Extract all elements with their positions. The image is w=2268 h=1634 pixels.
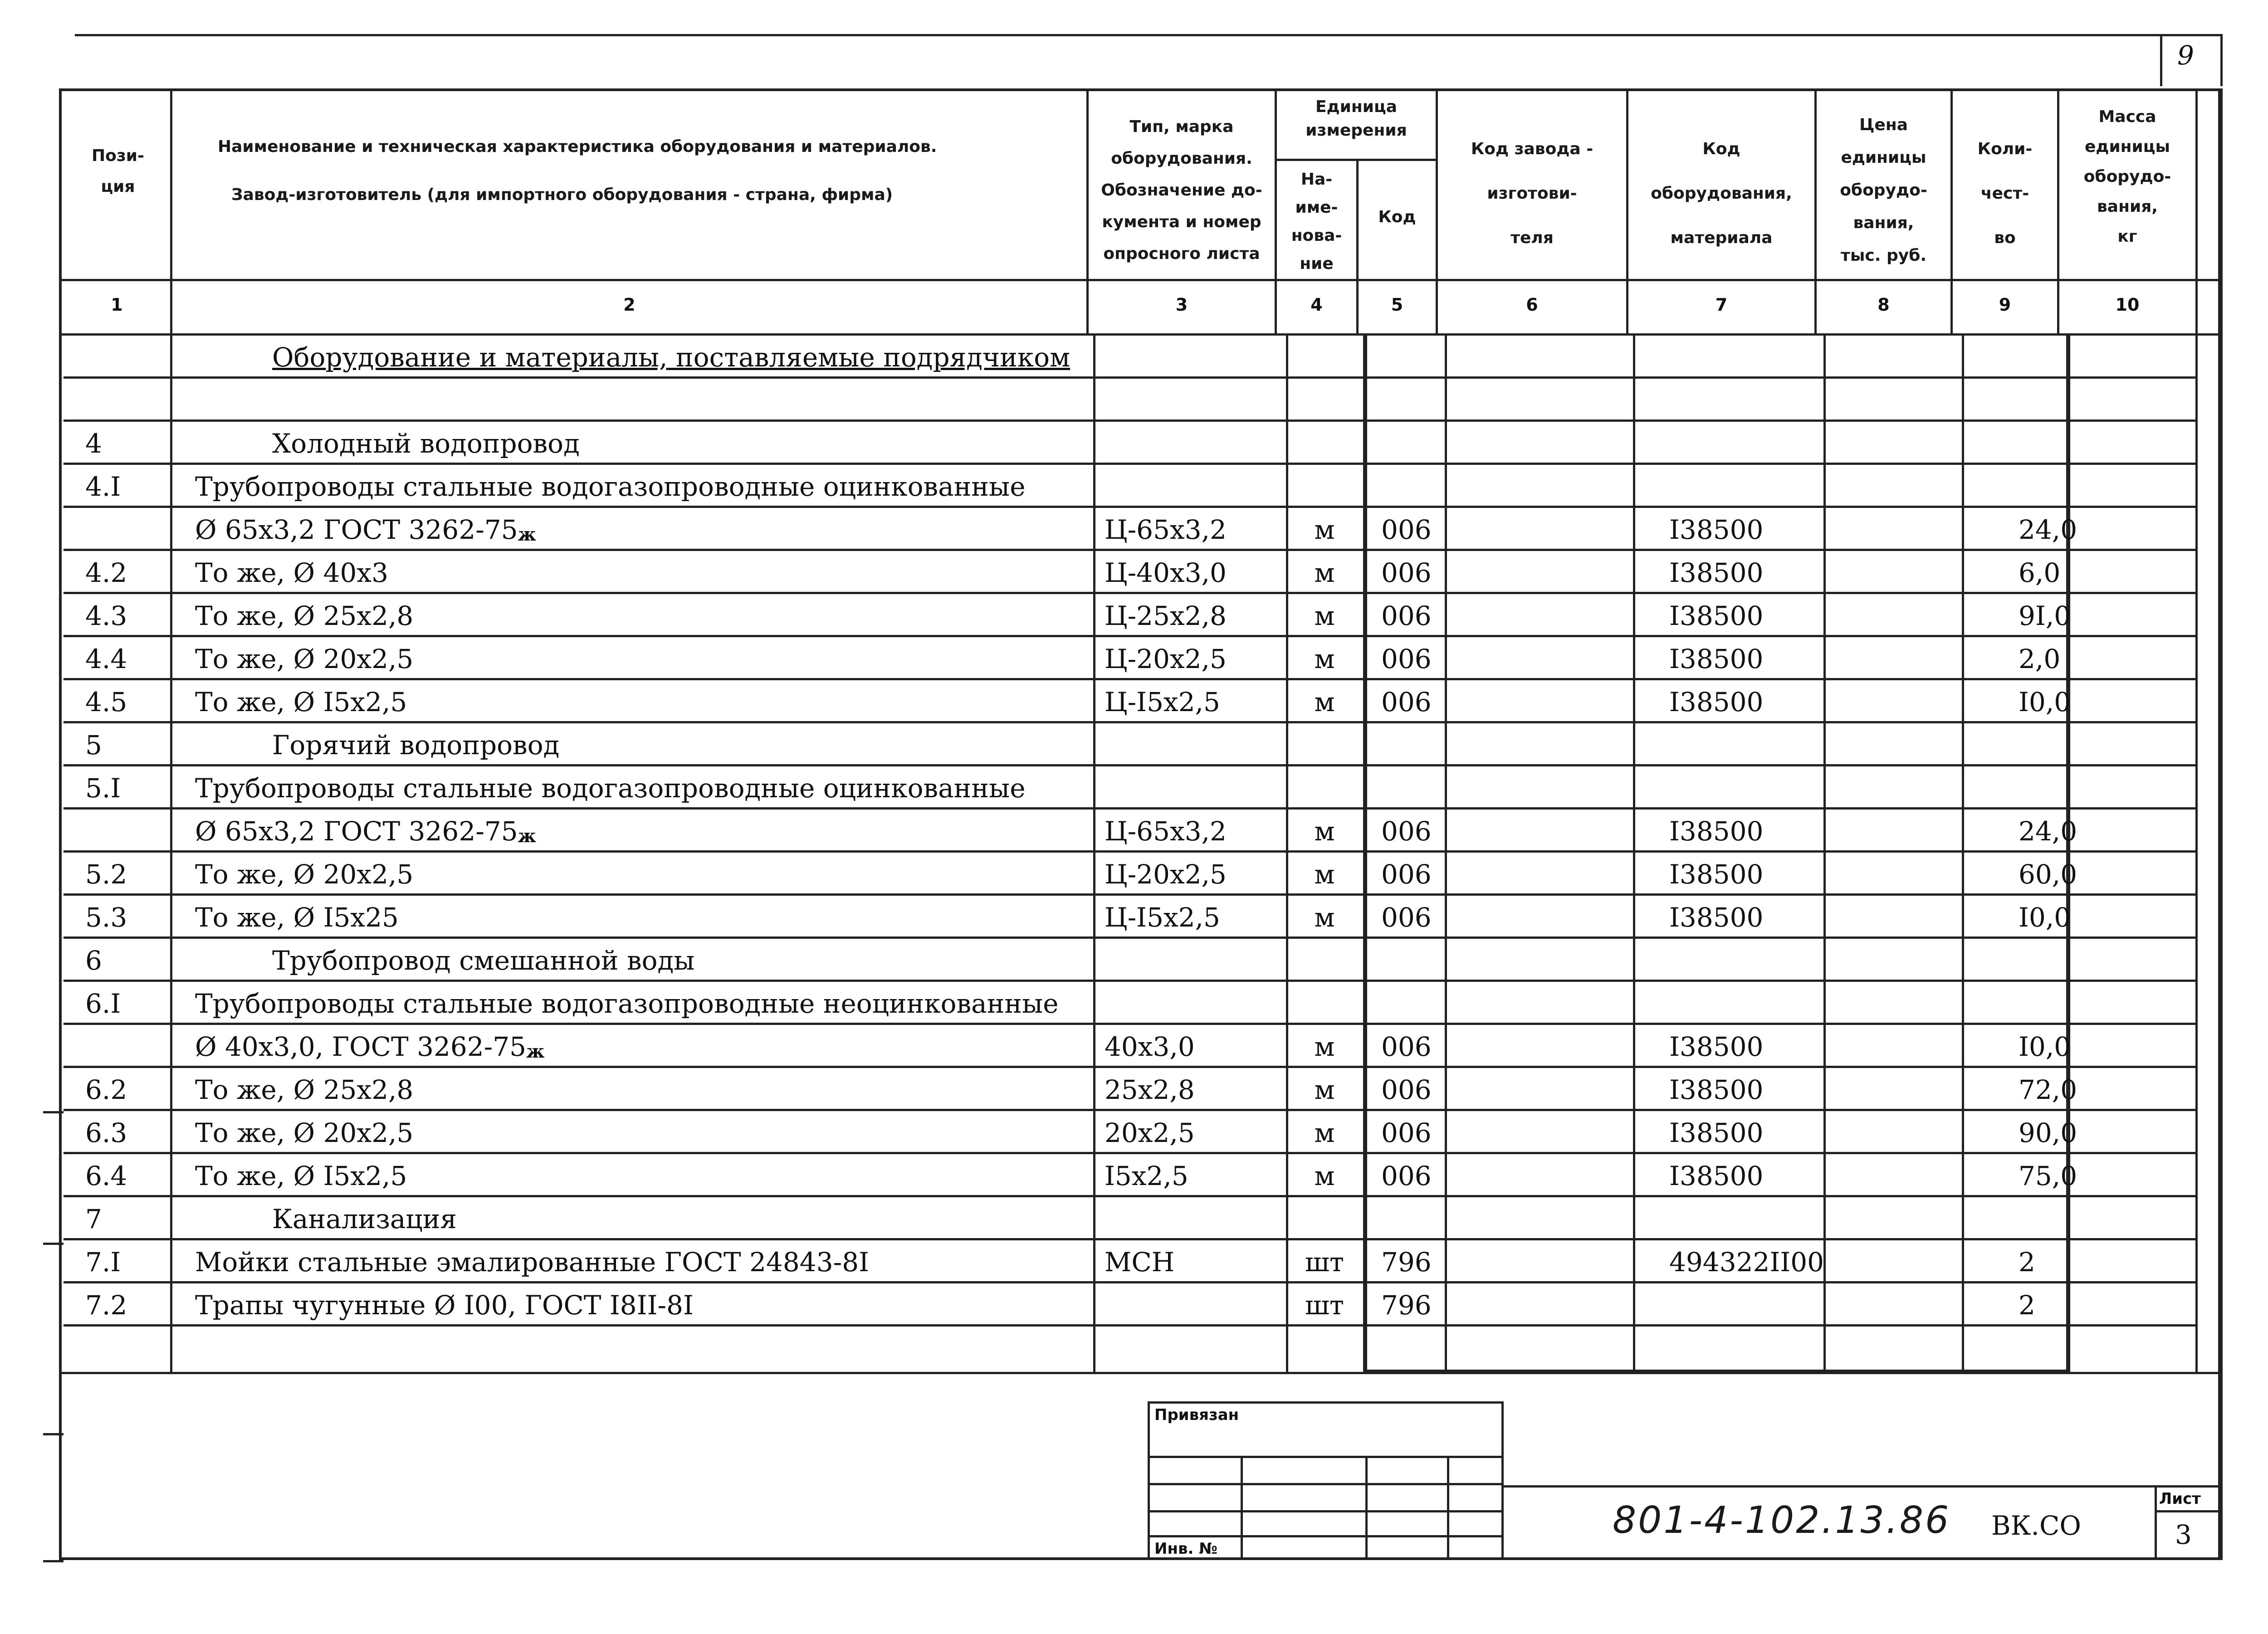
equipment-code-cell: I38500 — [1669, 600, 1764, 631]
equipment-code-cell: I38500 — [1669, 687, 1764, 717]
header-col3: Тип, марка оборудования. Обозначение до- кумента и номер опросного листа — [1101, 117, 1262, 263]
name-cell: Оборудование и материалы, поставляемые подрядчиком — [272, 342, 1070, 373]
header-col5: Код — [1378, 208, 1416, 226]
position-cell: 5.2 — [85, 859, 127, 890]
unit-name-cell: м — [1314, 600, 1335, 631]
position-cell — [68, 333, 172, 376]
unit-code-cell: 006 — [1381, 1117, 1432, 1148]
position-cell: 6.2 — [85, 1074, 127, 1105]
colnum-7: 7 — [1715, 295, 1728, 315]
type-cell — [1105, 376, 1286, 419]
table-row — [68, 678, 2209, 721]
name-cell: Ø 65х3,2 ГОСТ 3262-75 ж — [195, 514, 537, 545]
page-corner-number: 9 — [2177, 40, 2194, 71]
unit-code-cell: 006 — [1381, 1031, 1432, 1062]
name-cell: То же, Ø 40х3 — [195, 557, 388, 588]
name-cell: Канализация — [272, 1204, 457, 1234]
quantity-cell — [1994, 463, 2084, 506]
unit-code-cell: 006 — [1381, 687, 1432, 717]
tb-inner-line — [1447, 1456, 1449, 1560]
table-row — [68, 807, 2209, 850]
name-cell: Трубопровод смешанной воды — [272, 945, 695, 976]
table-row — [68, 1238, 2209, 1281]
right-outer-line — [2218, 88, 2220, 1560]
unit-code-cell: 006 — [1381, 859, 1432, 890]
position-cell — [68, 807, 172, 850]
position-cell — [68, 506, 172, 549]
equipment-code-cell: I38500 — [1669, 557, 1764, 588]
unit-name-cell: шт — [1305, 1247, 1344, 1278]
position-cell — [68, 1023, 172, 1066]
margin-tick — [43, 1111, 64, 1113]
margin-tick — [43, 1243, 64, 1245]
colnum-2: 2 — [623, 295, 635, 315]
colnum-10: 10 — [2115, 295, 2140, 315]
type-cell: Ц-I5х2,5 — [1105, 902, 1220, 933]
type-cell: I5х2,5 — [1105, 1161, 1188, 1191]
colnum-8: 8 — [1877, 295, 1890, 315]
corner-box-left — [2160, 34, 2162, 86]
tb-top-line — [1148, 1401, 1501, 1404]
position-cell: 4.4 — [85, 644, 127, 674]
unit-code-cell: 796 — [1381, 1247, 1432, 1278]
name-cell — [195, 1324, 1048, 1367]
type-cell — [1105, 419, 1286, 463]
name-cell: Мойки стальные эмалированные ГОСТ 24843-8I — [195, 1247, 870, 1278]
equipment-code-cell — [1651, 1324, 1823, 1367]
position-cell: 6.3 — [85, 1117, 127, 1148]
equipment-code-cell — [1651, 980, 1823, 1023]
equipment-code-cell: I38500 — [1669, 1117, 1764, 1148]
type-cell: Ц-25х2,8 — [1105, 600, 1227, 631]
position-cell: 6 — [85, 945, 102, 976]
table-row — [68, 1195, 2209, 1238]
quantity-cell — [1994, 333, 2084, 376]
table-row — [68, 893, 2209, 937]
unit-name-cell — [1284, 333, 1365, 376]
unit-name-cell — [1284, 1324, 1365, 1367]
equipment-code-cell: I38500 — [1669, 816, 1764, 847]
table-row — [68, 506, 2209, 549]
table-row — [68, 850, 2209, 893]
colnum-4: 4 — [1310, 295, 1323, 315]
unit-code-cell: 796 — [1381, 1290, 1432, 1321]
unit-code-cell: 006 — [1381, 557, 1432, 588]
quantity-cell: 6,0 — [2019, 557, 2061, 588]
unit-name-cell: м — [1314, 644, 1335, 674]
type-cell — [1105, 1281, 1286, 1324]
equipment-code-cell: I38500 — [1669, 859, 1764, 890]
unit-name-cell: м — [1314, 514, 1335, 545]
quantity-cell: 9I,0 — [2019, 600, 2071, 631]
type-cell: 40х3,0 — [1105, 1031, 1195, 1062]
unit-name-cell: м — [1314, 1161, 1335, 1191]
type-cell: Ц-65х3,2 — [1105, 816, 1227, 847]
position-cell: 7 — [85, 1204, 102, 1234]
header-col9: Коли- чест- во — [1977, 140, 2033, 247]
tb-inner-line — [1241, 1456, 1243, 1560]
quantity-cell — [1994, 937, 2084, 980]
unit-name-cell: м — [1314, 1117, 1335, 1148]
bottom-left-extension — [43, 1560, 64, 1562]
table-row — [68, 937, 2209, 980]
unit-name-cell — [1284, 419, 1365, 463]
sheet-box-mid — [2155, 1510, 2223, 1512]
quantity-cell — [1994, 1324, 2084, 1367]
unit-code-cell: 006 — [1381, 1161, 1432, 1191]
name-cell: То же, Ø I5х2,5 — [195, 1161, 407, 1191]
type-cell: Ц-I5х2,5 — [1105, 687, 1220, 717]
quantity-cell — [1994, 721, 2084, 764]
header-bottom-line — [59, 279, 2223, 281]
unit-code-cell — [1381, 463, 1458, 506]
equipment-code-cell — [1651, 721, 1823, 764]
table-row — [68, 592, 2209, 635]
table-row — [68, 549, 2209, 592]
type-cell: Ц-20х2,5 — [1105, 644, 1227, 674]
footnote-mark: ж — [526, 1041, 545, 1062]
unit-name-cell — [1284, 376, 1365, 419]
position-cell: 7.2 — [85, 1290, 127, 1321]
unit-code-cell: 006 — [1381, 902, 1432, 933]
header-divider-10 — [2195, 88, 2198, 333]
table-row — [68, 635, 2209, 678]
type-cell — [1105, 333, 1286, 376]
equipment-code-cell — [1651, 463, 1823, 506]
equipment-code-cell — [1651, 333, 1823, 376]
name-cell: Холодный водопровод — [272, 428, 580, 459]
header-col2: Наименование и техническая характеристика оборудования и материалов. Завод-изготовитель (для импортного оборудования - страна, фирма) — [218, 137, 937, 204]
unit-code-cell — [1381, 764, 1458, 807]
quantity-cell — [1994, 764, 2084, 807]
colnum-6: 6 — [1526, 295, 1538, 315]
position-cell: 7.I — [85, 1247, 121, 1278]
footnote-mark: ж — [518, 524, 537, 545]
unit-code-cell — [1381, 721, 1458, 764]
quantity-cell: 24,0 — [2019, 514, 2077, 545]
document-number: 801-4-102.13.86 — [1613, 1499, 1951, 1542]
name-cell: Ø 65х3,2 ГОСТ 3262-75 ж — [195, 816, 537, 847]
name-cell: То же, Ø 20х2,5 — [195, 1117, 414, 1148]
position-cell: 5 — [85, 730, 102, 761]
name-cell: То же, Ø 25х2,8 — [195, 600, 414, 631]
equipment-code-cell — [1651, 419, 1823, 463]
quantity-cell — [1994, 419, 2084, 463]
table-row — [68, 721, 2209, 764]
equipment-code-cell: I38500 — [1669, 1074, 1764, 1105]
quantity-cell: I0,0 — [2019, 687, 2071, 717]
unit-code-cell: 006 — [1381, 1074, 1432, 1105]
type-cell: Ц-20х2,5 — [1105, 859, 1227, 890]
unit-name-cell: м — [1314, 902, 1335, 933]
quantity-cell: 72,0 — [2019, 1074, 2077, 1105]
name-cell: Трубопроводы стальные водогазопроводные оцинкованные — [195, 471, 1026, 502]
position-cell: 6.4 — [85, 1161, 127, 1191]
type-cell: Ц-40х3,0 — [1105, 557, 1227, 588]
equipment-code-cell: I38500 — [1669, 514, 1764, 545]
type-cell: 25х2,8 — [1105, 1074, 1195, 1105]
name-cell: Трубопроводы стальные водогазопроводные оцинкованные — [195, 773, 1026, 804]
footnote-mark: ж — [518, 825, 537, 847]
quantity-cell: 60,0 — [2019, 859, 2077, 890]
colnum-9: 9 — [1999, 295, 2011, 315]
name-cell: Трубопроводы стальные водогазопроводные неоцинкованные — [195, 988, 1059, 1019]
quantity-cell: I0,0 — [2019, 902, 2071, 933]
header-col1: Пози- ция — [92, 146, 144, 196]
equipment-code-cell — [1651, 1195, 1823, 1238]
quantity-cell — [1994, 376, 2084, 419]
quantity-cell — [1994, 980, 2084, 1023]
colnum-5: 5 — [1391, 295, 1403, 315]
header-unit-group: Единица измерения — [1305, 98, 1407, 140]
corner-box-right — [2220, 34, 2223, 86]
header-col4: На- име- нова- ние — [1291, 170, 1342, 273]
name-cell — [195, 376, 1048, 419]
unit-code-cell — [1381, 376, 1458, 419]
equipment-code-cell: I38500 — [1669, 644, 1764, 674]
equipment-code-cell: I38500 — [1669, 1161, 1764, 1191]
type-cell: МСН — [1105, 1247, 1175, 1278]
colnum-1: 1 — [111, 295, 123, 315]
top-border-line — [75, 34, 2220, 36]
quantity-cell: 2,0 — [2019, 644, 2061, 674]
unit-name-cell — [1284, 721, 1365, 764]
equipment-code-cell: I38500 — [1669, 1031, 1764, 1062]
header-col10: Масса единицы оборудо- вания, кг — [2083, 107, 2171, 246]
unit-code-cell — [1381, 419, 1458, 463]
position-cell: 4.2 — [85, 557, 127, 588]
position-cell — [68, 1324, 172, 1367]
table-row — [68, 1324, 2209, 1367]
name-cell: То же, Ø I5х2,5 — [195, 687, 407, 717]
type-cell — [1105, 1195, 1286, 1238]
unit-name-cell — [1284, 980, 1365, 1023]
type-cell — [1105, 937, 1286, 980]
position-cell: 4.5 — [85, 687, 127, 717]
equipment-code-cell — [1651, 937, 1823, 980]
unit-code-cell: 006 — [1381, 514, 1432, 545]
position-cell: 4.3 — [85, 600, 127, 631]
type-cell — [1105, 463, 1286, 506]
sheet-number: 3 — [2175, 1519, 2192, 1550]
quantity-cell: 90,0 — [2019, 1117, 2077, 1148]
unit-name-cell: м — [1314, 1031, 1335, 1062]
equipment-code-cell: 494322II00 — [1669, 1247, 1824, 1278]
equipment-code-cell — [1651, 764, 1823, 807]
colnum-3: 3 — [1175, 295, 1188, 315]
table-row — [68, 980, 2209, 1023]
unit-code-cell: 006 — [1381, 816, 1432, 847]
quantity-cell: 24,0 — [2019, 816, 2077, 847]
name-cell: Трапы чугунные Ø I00, ГОСТ I8II-8I — [195, 1290, 694, 1321]
name-cell: Ø 40х3,0, ГОСТ 3262-75 ж — [195, 1031, 545, 1062]
position-cell: 6.I — [85, 988, 121, 1019]
table-row — [68, 1066, 2209, 1109]
name-cell: То же, Ø 20х2,5 — [195, 859, 414, 890]
unit-name-cell — [1284, 764, 1365, 807]
type-cell — [1105, 764, 1286, 807]
equipment-code-cell — [1651, 1281, 1823, 1324]
unit-code-cell — [1381, 333, 1458, 376]
table-row — [68, 376, 2209, 419]
position-cell: 5.I — [85, 773, 121, 804]
position-cell: 4 — [85, 428, 102, 459]
table-row — [68, 1109, 2209, 1152]
quantity-cell: 2 — [2019, 1247, 2035, 1278]
table-row — [68, 419, 2209, 463]
sheet-label: Лист — [2159, 1490, 2201, 1508]
equipment-code-cell — [1651, 376, 1823, 419]
type-cell — [1105, 721, 1286, 764]
unit-name-cell — [1284, 937, 1365, 980]
sheet-box-left — [2155, 1485, 2157, 1560]
margin-tick — [43, 1433, 64, 1435]
body-bottom-line — [59, 1372, 2223, 1374]
unit-name-cell — [1284, 463, 1365, 506]
unit-name-cell: м — [1314, 816, 1335, 847]
quantity-cell — [1994, 1195, 2084, 1238]
tb-inner-line — [1365, 1456, 1368, 1560]
position-cell: 5.3 — [85, 902, 127, 933]
inv-label: Инв. № — [1154, 1540, 1218, 1558]
name-cell: То же, Ø I5х25 — [195, 902, 399, 933]
table-row — [68, 1023, 2209, 1066]
quantity-cell: 2 — [2019, 1290, 2035, 1321]
quantity-cell: 75,0 — [2019, 1161, 2077, 1191]
header-col7: Код оборудования, материала — [1651, 140, 1792, 247]
name-cell: То же, Ø 20х2,5 — [195, 644, 414, 674]
unit-group-line — [1275, 159, 1436, 161]
name-cell: Горячий водопровод — [272, 730, 560, 761]
table-row — [68, 463, 2209, 506]
position-cell — [68, 376, 172, 419]
unit-code-cell — [1381, 1324, 1458, 1367]
unit-name-cell: м — [1314, 687, 1335, 717]
quantity-cell: I0,0 — [2019, 1031, 2071, 1062]
document-code: ВК.СО — [1991, 1510, 2081, 1541]
unit-name-cell: м — [1314, 859, 1335, 890]
linked-label: Привязан — [1154, 1406, 1239, 1424]
unit-name-cell: м — [1314, 1074, 1335, 1105]
table-row — [68, 764, 2209, 807]
type-cell: 20х2,5 — [1105, 1117, 1195, 1148]
unit-code-cell — [1381, 1195, 1458, 1238]
equipment-code-cell: I38500 — [1669, 902, 1764, 933]
name-cell: То же, Ø 25х2,8 — [195, 1074, 414, 1105]
type-cell — [1105, 980, 1286, 1023]
tb-main-top — [1501, 1485, 2223, 1488]
type-cell: Ц-65х3,2 — [1105, 514, 1227, 545]
table-row — [68, 1152, 2209, 1195]
unit-code-cell — [1381, 937, 1458, 980]
unit-code-cell: 006 — [1381, 644, 1432, 674]
type-cell — [1105, 1324, 1286, 1367]
unit-code-cell — [1381, 980, 1458, 1023]
unit-name-cell — [1284, 1195, 1365, 1238]
unit-name-cell: м — [1314, 557, 1335, 588]
header-col8: Цена единицы оборудо- вания, тыс. руб. — [1840, 116, 1927, 265]
unit-name-cell: шт — [1305, 1290, 1344, 1321]
table-row — [68, 1281, 2209, 1324]
unit-code-cell: 006 — [1381, 600, 1432, 631]
tb-right-line — [1501, 1401, 1504, 1560]
position-cell: 4.I — [85, 471, 121, 502]
header-col6: Код завода - изготови- теля — [1471, 140, 1593, 247]
table-row — [68, 333, 2209, 376]
